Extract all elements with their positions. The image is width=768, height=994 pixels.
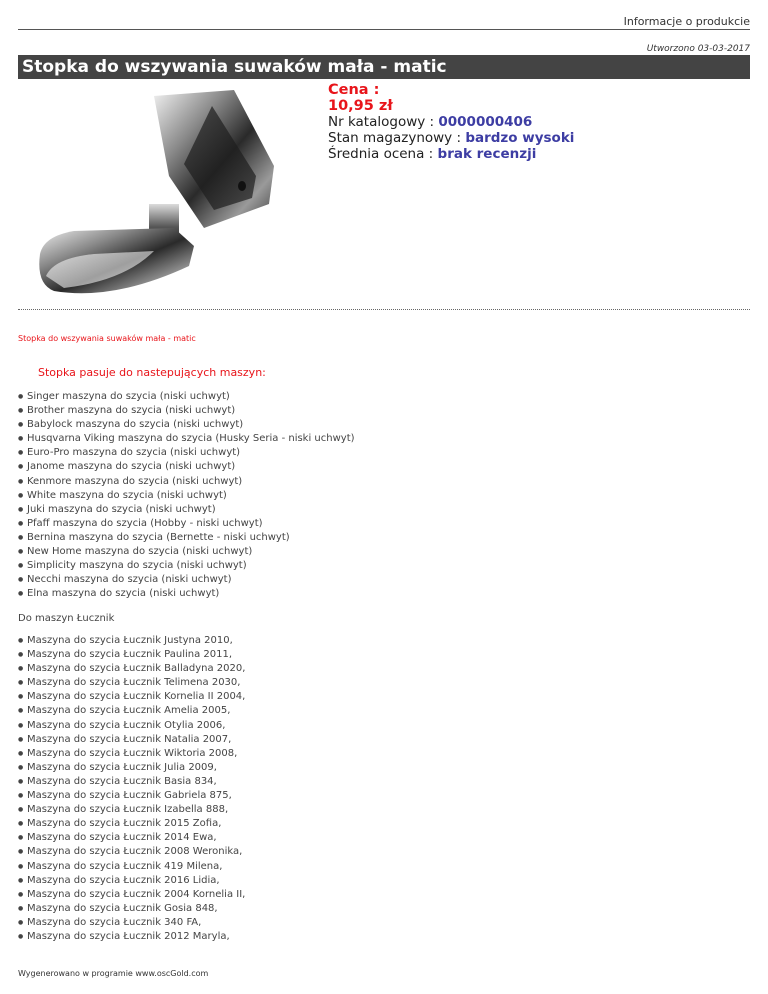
list-item: ● Maszyna do szycia Łucznik Natalia 2007, [18, 733, 245, 747]
list-item: ● Maszyna do szycia Łucznik Amelia 2005, [18, 704, 245, 718]
list-item: ● Maszyna do szycia Łucznik Otylia 2006, [18, 719, 245, 733]
catalog-label: Nr katalogowy : [328, 114, 439, 130]
stock-label: Stan magazynowy : [328, 130, 466, 146]
list-item: ● Singer maszyna do szycia (niski uchwyt) [18, 390, 355, 404]
product-title: Stopka do wszywania suwaków mała - matic [18, 55, 750, 79]
price-label: Cena : [328, 82, 380, 98]
list-item: ● Maszyna do szycia Łucznik Wiktoria 2008, [18, 747, 245, 761]
list-item: ● Maszyna do szycia Łucznik Justyna 2010, [18, 634, 245, 648]
fits-heading: Stopka pasuje do nastepujących maszyn: [38, 366, 266, 379]
list-item: ● White maszyna do szycia (niski uchwyt) [18, 489, 355, 503]
list-item: ● Kenmore maszyna do szycia (niski uchwyt) [18, 475, 355, 489]
created-date: Utworzono 03-03-2017 [646, 44, 750, 54]
list-item: ● Maszyna do szycia Łucznik 2008 Weronika, [18, 845, 245, 859]
list-item: ● Brother maszyna do szycia (niski uchwyt) [18, 404, 355, 418]
price-value: 10,95 zł [328, 98, 393, 114]
stock-value: bardzo wysoki [465, 130, 575, 146]
footer-text: Wygenerowano w programie www.oscGold.com [18, 969, 209, 978]
list-item: ● Babylock maszyna do szycia (niski uchwyt) [18, 418, 355, 432]
list-item: ● Maszyna do szycia Łucznik Basia 834, [18, 775, 245, 789]
product-info [328, 82, 574, 162]
catalog-value: 0000000406 [438, 114, 533, 130]
product-image [34, 86, 302, 304]
list-item: ● Maszyna do szycia Łucznik 340 FA, [18, 916, 245, 930]
description-title: Stopka do wszywania suwaków mała - matic [18, 334, 196, 343]
list-item: ● Maszyna do szycia Łucznik Telimena 2030, [18, 676, 245, 690]
lucznik-list [18, 634, 245, 944]
list-item: ● Husqvarna Viking maszyna do szycia (Husky Seria - niski uchwyt) [18, 432, 355, 446]
list-item: ● Maszyna do szycia Łucznik Julia 2009, [18, 761, 245, 775]
list-item: ● Elna maszyna do szycia (niski uchwyt) [18, 587, 355, 601]
list-item: ● New Home maszyna do szycia (niski uchwyt) [18, 545, 355, 559]
list-item: ● Euro-Pro maszyna do szycia (niski uchwyt) [18, 446, 355, 460]
list-item: ● Juki maszyna do szycia (niski uchwyt) [18, 503, 355, 517]
rating-label: Średnia ocena : [328, 146, 438, 162]
rating-row [328, 146, 574, 162]
list-item: ● Maszyna do szycia Łucznik 419 Milena, [18, 860, 245, 874]
lucznik-heading: Do maszyn Łucznik [18, 613, 115, 624]
catalog-row [328, 114, 574, 130]
list-item: ● Necchi maszyna do szycia (niski uchwyt) [18, 573, 355, 587]
list-item: ● Maszyna do szycia Łucznik Kornelia II 2004, [18, 690, 245, 704]
list-item: ● Maszyna do szycia Łucznik 2004 Kornelia II, [18, 888, 245, 902]
rating-value: brak recenzji [437, 146, 537, 162]
list-item: ● Maszyna do szycia Łucznik 2012 Maryla, [18, 930, 245, 944]
list-item: ● Maszyna do szycia Łucznik 2016 Lidia, [18, 874, 245, 888]
list-item: ● Simplicity maszyna do szycia (niski uchwyt) [18, 559, 355, 573]
stock-row [328, 130, 574, 146]
list-item: ● Janome maszyna do szycia (niski uchwyt) [18, 460, 355, 474]
list-item: ● Maszyna do szycia Łucznik Paulina 2011, [18, 648, 245, 662]
list-item: ● Maszyna do szycia Łucznik Gosia 848, [18, 902, 245, 916]
list-item: ● Pfaff maszyna do szycia (Hobby - niski uchwyt) [18, 517, 355, 531]
list-item: ● Maszyna do szycia Łucznik Balladyna 2020, [18, 662, 245, 676]
list-item: ● Maszyna do szycia Łucznik Izabella 888, [18, 803, 245, 817]
list-item: ● Maszyna do szycia Łucznik 2015 Zofia, [18, 817, 245, 831]
list-item: ● Bernina maszyna do szycia (Bernette - niski uchwyt) [18, 531, 355, 545]
divider [18, 309, 750, 310]
list-item: ● Maszyna do szycia Łucznik Gabriela 875, [18, 789, 245, 803]
machines-list [18, 390, 355, 601]
list-item: ● Maszyna do szycia Łucznik 2014 Ewa, [18, 831, 245, 845]
page-header: Informacje o produkcie [18, 17, 750, 30]
